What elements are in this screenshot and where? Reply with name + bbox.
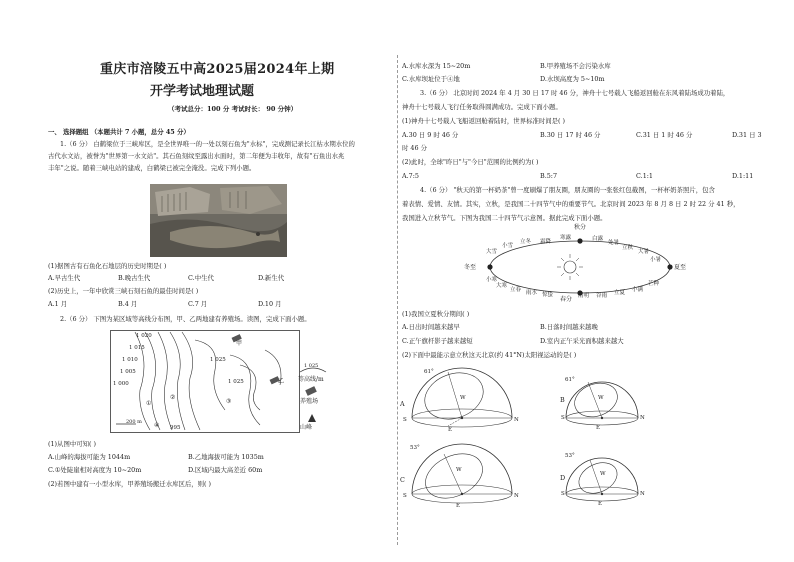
term-dongzhi: 冬至 [464, 264, 477, 271]
q1a-opt-d[interactable]: D.新生代 [258, 274, 285, 282]
term-yushui: 雨水 [526, 290, 538, 296]
globe-c-w: W [456, 467, 462, 473]
term-qingming: 清明 [578, 293, 590, 299]
q1-text-3: 丰年"之说。随着三峡电站的建成，白鹤梁已被完全淹没。完成下列小题。 [48, 164, 256, 172]
globe-a-e: E [448, 427, 453, 433]
q1b-opt-b[interactable]: B.4 月 [118, 300, 138, 308]
q2b-opt-d[interactable]: D.水坝高度为 5~10m [540, 75, 605, 83]
q1a-stem: (1)据图古有石鱼化石地层的历史时期是( ) [48, 262, 167, 270]
q3-text-2: 神舟十七号载人飞行任务取得圆满成功。完成下面小题。 [402, 103, 562, 111]
q1a-opt-a[interactable]: A.早古生代 [48, 274, 81, 282]
q2a-opt-a[interactable]: A.山峰的海拔可能为 1044m [48, 453, 131, 461]
q4a-opt-c[interactable]: C.正午旗杆影子越来越短 [402, 337, 473, 345]
globe-d-n: N [640, 491, 645, 497]
map-legend-graphics [298, 360, 328, 430]
term-xiaoxue: 小雪 [502, 243, 514, 249]
term-jingzhe: 惊蛰 [542, 292, 554, 298]
globe-b-s: S [561, 415, 565, 421]
q4-text-2: 着表情、爱情、友情。其实，立秋，是我国二十四节气中的重要节气。北京时间 2023 年 8 月 8 日 2 时 22 分 41 秒， [402, 200, 740, 208]
contour-1020: 1 020 [136, 333, 152, 339]
globe-c-n: N [514, 493, 519, 499]
term-mangzhong: 芒种 [648, 281, 660, 287]
globe-b-w: W [598, 395, 604, 401]
q2b-stem: (2)若图中建有一小型水库，甲养殖场搬迁水库区后，则( ) [48, 480, 212, 488]
globe-c-e: E [456, 503, 461, 509]
term-daxue: 大雪 [486, 249, 498, 255]
q1-text-1: 1.（6 分） 白鹤梁位于三峡库区，是全世界唯一的一处以刻石鱼为"水标"，完成测记录长江枯水期水位的 [60, 140, 355, 148]
q4a-opt-d[interactable]: D.室内正午采光面积越来越大 [540, 337, 624, 345]
globe-b-letter: B [560, 396, 565, 404]
q3a-opt-a[interactable]: A.30 日 9 时 46 分 [402, 131, 459, 139]
q1a-opt-b[interactable]: B.晚古生代 [118, 274, 151, 282]
term-bailu: 白露 [592, 236, 604, 242]
contour-995: 995 [170, 425, 181, 431]
map-scale: 200 m [126, 419, 142, 425]
term-lidong: 立冬 [520, 239, 532, 245]
q3b-opt-a[interactable]: A.7:5 [402, 172, 419, 180]
point-3: ③ [226, 398, 232, 405]
term-chunfen: 春分 [560, 296, 573, 303]
q3a-opt-b[interactable]: B.30 日 17 时 46 分 [540, 131, 601, 139]
globe-c-letter: C [400, 476, 405, 484]
q2a-opt-d[interactable]: D.区域内最大高差近 60m [188, 466, 263, 474]
globe-d-e: E [598, 501, 603, 507]
q3b-opt-d[interactable]: D.1:11 [732, 172, 754, 180]
column-divider [397, 55, 398, 545]
globe-a-angle: 61° [424, 369, 434, 375]
term-chushu: 处暑 [608, 240, 620, 246]
farm-yi: 乙 [278, 378, 285, 385]
globe-b-n: N [640, 415, 645, 421]
contour-1025b: 1 025 [228, 379, 244, 385]
stone-fish-photo [150, 184, 287, 257]
exam-info: （考试总分：100 分 考试时长： 90 分钟） [168, 105, 298, 113]
point-4: ④ [154, 422, 160, 429]
q2b-opt-b[interactable]: B.甲养殖场不会污染水库 [540, 62, 611, 70]
term-lixia: 立夏 [614, 290, 626, 296]
q4-text-1: 4.（6 分） "秋天的第一杯奶茶"曾一度刷爆了朋友圈，朋友圈的一张张红包截图，一杯杯奶茶照片，包含 [420, 186, 715, 194]
q1-text-2: 古代水文站，被誉为"世界第一水文站"。其石鱼刻纹至露出水面时，第二年便为丰收年，故有"石鱼出水兆 [48, 152, 345, 160]
q2b-opt-c[interactable]: C.水库坝址位于④地 [402, 75, 460, 83]
globe-a-letter: A [400, 400, 405, 408]
term-hanlu: 寒露 [560, 235, 572, 241]
legend-contour-value: 1 025 [304, 363, 319, 369]
q1b-opt-c[interactable]: C.7 月 [188, 300, 208, 308]
term-guyu: 谷雨 [596, 293, 608, 299]
q3b-stem: (2)此时，全球"昨日"与"今日"范围的比例约为( ) [402, 158, 539, 166]
globe-b-angle: 61° [565, 377, 575, 383]
q3a-opt-d[interactable]: D.31 日 3 [732, 131, 762, 139]
globe-c-s: S [403, 493, 407, 499]
point-1: ① [146, 400, 152, 407]
q2a-opt-b[interactable]: B.乙地海拔可能为 1035m [188, 453, 264, 461]
globe-d-letter: D [560, 474, 566, 482]
q3-text-1: 3.（6 分） 北京时间 2024 年 4 月 30 日 17 时 46 分，神舟十七号载人飞船返回舱在东风着陆场成功着陆， [420, 89, 730, 97]
farm-jia: 甲 [236, 340, 243, 347]
term-xiaohan: 小寒 [486, 277, 498, 283]
globe-a-n: N [514, 417, 519, 423]
paper-title: 重庆市涪陵五中高2025届2024年上期 [100, 62, 335, 77]
globe-a-s: S [403, 417, 407, 423]
term-shuangjiang: 霜降 [540, 239, 552, 245]
q3b-opt-b[interactable]: B.5:7 [540, 172, 558, 180]
globe-d-w: W [600, 471, 606, 477]
globe-a-w: W [460, 395, 466, 401]
q4a-opt-b[interactable]: B.日落时间越来越晚 [540, 323, 598, 331]
q3a-stem: (1)神舟十七号载人飞船返回舱着陆时，世界标准时间是( ) [402, 117, 566, 125]
term-xiazhi: 夏至 [674, 264, 687, 271]
legend-peak: 山峰 [300, 424, 313, 431]
globe-c[interactable] [404, 440, 520, 508]
q2a-opt-c[interactable]: C.①处陡崖相对高度为 10~20m [48, 466, 142, 474]
legend-contour: 等高线/m [298, 376, 324, 383]
q2-text: 2.（6 分） 下图为某区域等高线分布图，甲、乙两地建有养殖场。读图，完成下面小题。 [60, 315, 311, 323]
q2b-opt-a[interactable]: A.水库水深为 15~20m [402, 62, 471, 70]
term-lichun: 立春 [510, 287, 522, 293]
term-dashu: 大暑 [638, 249, 650, 255]
term-xiaoshu: 小暑 [650, 257, 662, 263]
q1a-opt-c[interactable]: C.中生代 [188, 274, 214, 282]
point-2: ② [170, 394, 176, 401]
q2a-stem: (1)从图中可知( ) [48, 440, 97, 448]
term-dahan: 大寒 [496, 283, 508, 289]
contour-1000: 1 000 [113, 381, 129, 387]
contour-1015: 1 015 [129, 345, 145, 351]
legend-farm: 养殖场 [300, 398, 319, 405]
globe-c-angle: 53° [410, 445, 420, 451]
term-xiaoman: 小满 [632, 287, 644, 293]
q3a-opt-c[interactable]: C.31 日 1 时 46 分 [636, 131, 693, 139]
term-qiufen: 秋分 [574, 224, 587, 231]
globe-b-e: E [596, 425, 601, 431]
q1b-opt-d[interactable]: D.10 月 [258, 300, 282, 308]
q3a-opt-d-wrap: 时 46 分 [402, 144, 427, 152]
contour-1005: 1 005 [120, 369, 136, 375]
q4b-stem: (2)下面中最能示意立秋这天北京(约 41°N)太阳视运动的是( ) [402, 351, 577, 359]
q4-text-3: 我国进入立秋节气。下图为我国二十四节气示意图。据此完成下面小题。 [402, 214, 607, 222]
contour-1025a: 1 025 [210, 357, 226, 363]
q3b-opt-c[interactable]: C.1:1 [636, 172, 653, 180]
q1b-opt-a[interactable]: A.1 月 [48, 300, 68, 308]
globe-d-s: S [561, 491, 565, 497]
section-heading: 一、 选择题组 （本题共计 7 小题，总分 45 分） [48, 128, 190, 136]
q4a-stem: (1)我国立夏秋分期间( ) [402, 310, 470, 318]
contour-1010: 1 010 [122, 357, 138, 363]
q4a-opt-a[interactable]: A.日出时间越来越早 [402, 323, 460, 331]
term-liqiu: 立秋 [622, 245, 634, 251]
paper-subtitle: 开学考试地理试题 [150, 84, 255, 99]
globe-d-angle: 53° [565, 453, 575, 459]
q1b-stem: (2)历史上，一年中欣赏三峡石刻石鱼的最佳时间是( ) [48, 287, 199, 295]
